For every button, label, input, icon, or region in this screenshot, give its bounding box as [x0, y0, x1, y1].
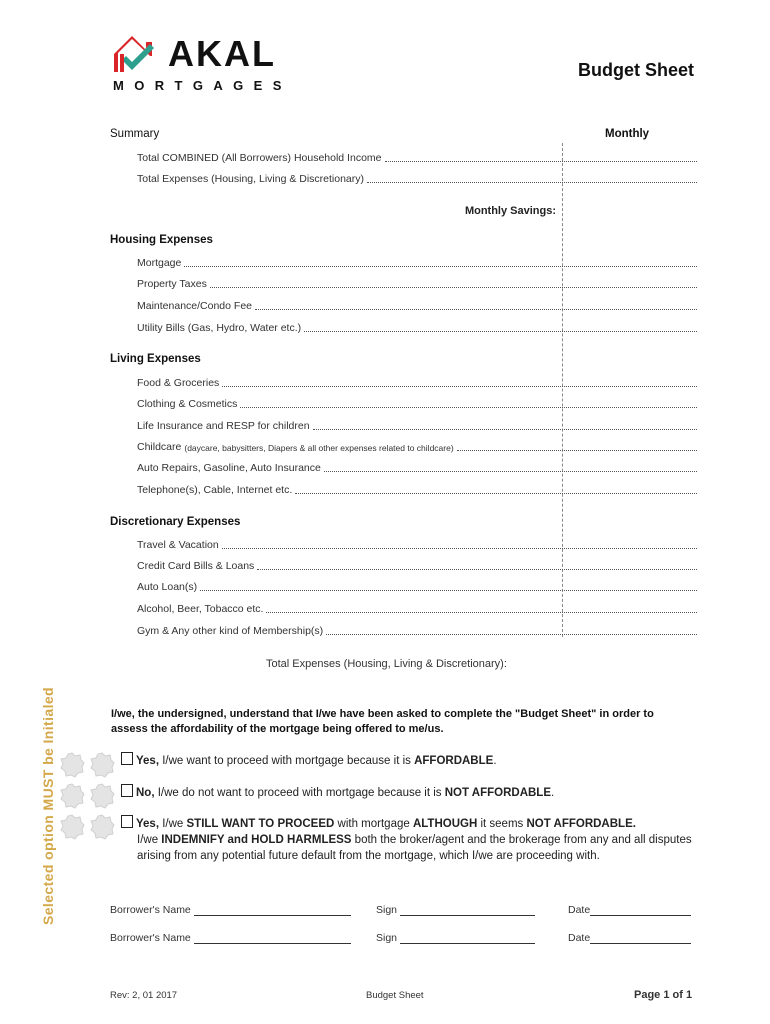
entry-line[interactable] [326, 624, 697, 635]
initial-stamp-icon[interactable] [89, 814, 115, 840]
option-yes-still-checkbox[interactable] [121, 815, 133, 828]
sign-row: Sign [376, 904, 535, 916]
living-row-childcare: Childcare (daycare, babysitters, Diapers & all other expenses related to childcare) [137, 439, 697, 453]
discretionary-row: Gym & Any other kind of Membership(s) [137, 623, 697, 637]
option-yes-affordable: Yes, I/we want to proceed with mortgage because it is AFFORDABLE. [121, 752, 701, 769]
entry-line[interactable] [222, 376, 697, 387]
monthly-column-heading: Monthly [605, 128, 650, 140]
discretionary-row: Credit Card Bills & Loans [137, 558, 697, 572]
date-field[interactable] [590, 904, 691, 916]
housing-row: Mortgage [137, 255, 697, 269]
initial-stamp-icon[interactable] [59, 752, 85, 778]
entry-line[interactable] [184, 256, 697, 267]
option-no-checkbox[interactable] [121, 784, 133, 797]
entry-line[interactable] [266, 602, 697, 613]
sign-row: Sign [376, 932, 535, 944]
initial-stamp-icon[interactable] [59, 783, 85, 809]
footer-title: Budget Sheet [366, 990, 424, 1001]
page-number: Page 1 of 1 [634, 989, 693, 1001]
entry-line[interactable] [255, 299, 697, 310]
entry-line[interactable] [200, 580, 697, 591]
discretionary-heading: Discretionary Expenses [110, 516, 241, 528]
akal-logo-icon [112, 32, 162, 76]
entry-line[interactable] [304, 321, 697, 332]
initial-stamp-icon[interactable] [89, 752, 115, 778]
living-row: Clothing & Cosmetics [137, 396, 697, 410]
childcare-note: (daycare, babysitters, Diapers & all other expenses related to childcare) [184, 443, 454, 453]
summary-row-expenses: Total Expenses (Housing, Living & Discretionary) [137, 171, 697, 185]
discretionary-row: Auto Loan(s) [137, 579, 697, 593]
housing-row: Utility Bills (Gas, Hydro, Water etc.) [137, 320, 697, 334]
initial-requirement-note: Selected option MUST be Initialed [40, 687, 56, 925]
sign-field[interactable] [400, 904, 535, 916]
sign-field[interactable] [400, 932, 535, 944]
housing-row: Maintenance/Condo Fee [137, 298, 697, 312]
living-row: Food & Groceries [137, 375, 697, 389]
living-heading: Living Expenses [110, 353, 201, 365]
borrower-name-field[interactable] [194, 904, 351, 916]
living-row: Telephone(s), Cable, Internet etc. [137, 482, 697, 496]
entry-line[interactable] [240, 397, 697, 408]
living-row: Auto Repairs, Gasoline, Auto Insurance [137, 460, 697, 474]
borrower-name-field[interactable] [194, 932, 351, 944]
option-yes-not-affordable: Yes, I/we STILL WANT TO PROCEED with mortgage ALTHOUGH it seems NOT AFFORDABLE. I/we INDEMNIFY and HOLD HARMLESS both the broker/agent and the brokerage from any and all disputes arising from any potential future default from the mortgage, which I/we are proceeding with. [121, 815, 701, 864]
summary-heading: Summary [110, 128, 160, 140]
initial-stamp-icon[interactable] [89, 783, 115, 809]
option-no: No, I/we do not want to proceed with mortgage because it is NOT AFFORDABLE. [121, 784, 701, 801]
revision-label: Rev: 2, 01 2017 [110, 990, 178, 1001]
option-yes-checkbox[interactable] [121, 752, 133, 765]
date-row: Date [568, 932, 691, 944]
total-expenses-label: Total Expenses (Housing, Living & Discretionary): [266, 658, 507, 670]
date-field[interactable] [590, 932, 691, 944]
logo-subtitle: MORTGAGES [113, 78, 292, 93]
initial-stamp-icon[interactable] [59, 814, 85, 840]
entry-line[interactable] [295, 483, 697, 494]
discretionary-row: Travel & Vacation [137, 537, 697, 551]
entry-line[interactable] [210, 277, 697, 288]
entry-line[interactable] [385, 151, 698, 162]
signature-row: Borrower's Name [110, 932, 351, 944]
entry-line[interactable] [367, 172, 697, 183]
housing-heading: Housing Expenses [110, 234, 213, 246]
entry-line[interactable] [257, 559, 697, 570]
date-row: Date [568, 904, 691, 916]
logo-wordmark: AKAL [168, 33, 276, 74]
entry-line[interactable] [222, 538, 697, 549]
entry-line[interactable] [324, 461, 697, 472]
entry-line[interactable] [313, 419, 697, 430]
summary-row-income: Total COMBINED (All Borrowers) Household Income [137, 150, 697, 164]
signature-row: Borrower's Name [110, 904, 351, 916]
page-title: Budget Sheet [577, 60, 694, 80]
discretionary-row: Alcohol, Beer, Tobacco etc. [137, 601, 697, 615]
housing-row: Property Taxes [137, 276, 697, 290]
entry-line[interactable] [457, 440, 697, 451]
monthly-savings-label: Monthly Savings: [464, 205, 556, 217]
living-row: Life Insurance and RESP for children [137, 418, 697, 432]
consent-statement: I/we, the undersigned, understand that I/we have been asked to complete the "Budget Sheet" in order to assess the affordability of the mortgage being offered to me/us. [111, 708, 654, 735]
